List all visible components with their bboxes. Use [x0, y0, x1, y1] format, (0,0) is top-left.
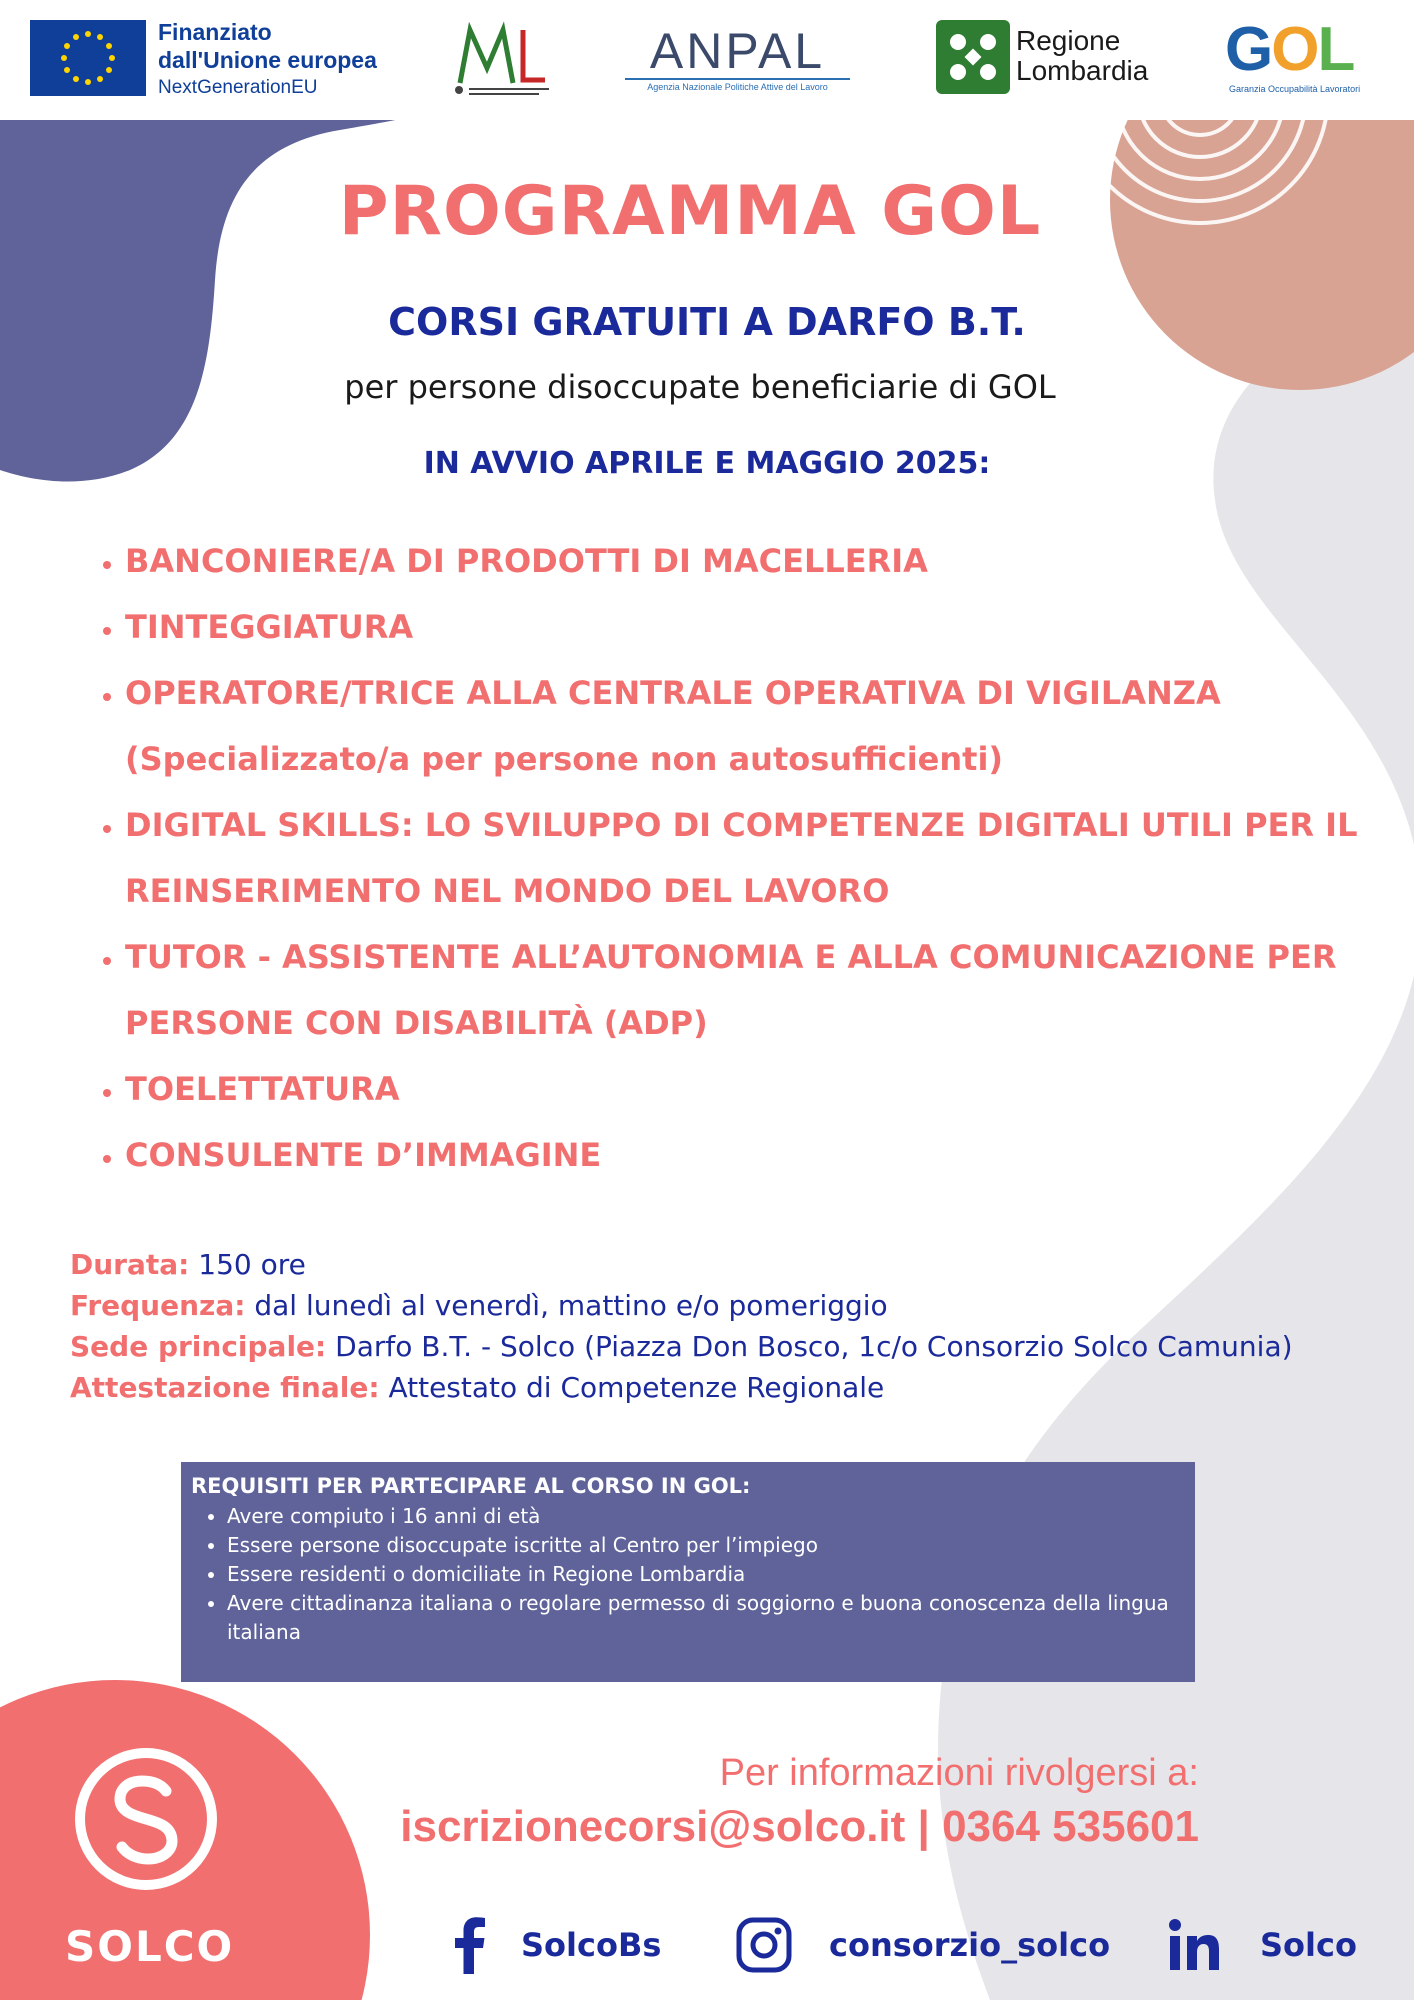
requirements-title: REQUISITI PER PARTECIPARE AL CORSO IN GOL:: [191, 1474, 751, 1498]
requirement-item: • Avere compiuto i 16 anni di età: [227, 1502, 1185, 1531]
logo-bar: [0, 0, 1414, 120]
gol-letter-g: G: [1225, 15, 1272, 84]
gol-logo: [1225, 15, 1361, 100]
certificate-label: Attestazione finale:: [70, 1371, 380, 1404]
regione-line-1: Regione: [1016, 25, 1121, 56]
course-details: [70, 1244, 1370, 1408]
contact-details[interactable]: iscrizionecorsi@solco.it | 0364 535601: [400, 1802, 1199, 1851]
location-value: Darfo B.T. - Solco (Piazza Don Bosco, 1c/o Consorzio Solco Camunia): [326, 1330, 1293, 1363]
gol-wordmark: [1225, 14, 1353, 85]
requirement-item: • Avere cittadinanza italiana o regolare permesso di soggiorno e buona conoscenza della lingua italiana: [227, 1589, 1185, 1647]
eu-line-2: dall'Unione europea: [158, 47, 377, 73]
page-title: PROGRAMMA GOL: [338, 172, 1042, 251]
regione-lombardia-icon: [936, 20, 1010, 94]
course-list: [95, 528, 1365, 1188]
anpal-subtitle: Agenzia Nazionale Politiche Attive del Lavoro: [625, 78, 850, 92]
gol-letter-l: L: [1317, 15, 1354, 84]
certificate-row: [70, 1367, 1370, 1408]
location-label: Sede principale:: [70, 1330, 327, 1363]
frequency-label: Frequenza:: [70, 1289, 246, 1322]
certificate-value: Attestato di Competenze Regionale: [379, 1371, 885, 1404]
regione-lombardia-text: [1016, 26, 1148, 86]
course-item: • TINTEGGIATURA: [125, 594, 1365, 660]
requirement-item: • Essere residenti o domiciliate in Regione Lombardia: [227, 1560, 1185, 1589]
duration-value: 150 ore: [189, 1248, 306, 1281]
linkedin-icon[interactable]: [1165, 1916, 1223, 1974]
ministry-labour-logo: [445, 18, 555, 98]
solco-brand-name: SOLCO: [65, 1922, 235, 1971]
course-item: • TUTOR - ASSISTENTE ALL’AUTONOMIA E ALLA COMUNICAZIONE PER PERSONE CON DISABILITÀ (ADP): [125, 924, 1365, 1056]
course-item: • CONSULENTE D’IMMAGINE: [125, 1122, 1365, 1188]
regione-line-2: Lombardia: [1016, 55, 1149, 86]
contact-intro: Per informazioni rivolgersi a:: [719, 1752, 1199, 1794]
course-item: • DIGITAL SKILLS: LO SVILUPPO DI COMPETENZE DIGITALI UTILI PER IL REINSERIMENTO NEL MONDO DEL LAVORO: [125, 792, 1365, 924]
gol-letter-o: O: [1271, 15, 1318, 84]
eu-line-1: Finanziato: [158, 19, 272, 45]
duration-row: [70, 1244, 1370, 1285]
tagline: per persone disoccupate beneficiarie di GOL: [344, 368, 1056, 406]
requirements-list: [191, 1502, 1185, 1647]
instagram-handle[interactable]: consorzio_solco: [829, 1926, 1111, 1964]
location-row: [70, 1326, 1370, 1367]
solco-logo-icon: [72, 1745, 220, 1893]
course-item: • BANCONIERE/A DI PRODOTTI DI MACELLERIA: [125, 528, 1365, 594]
facebook-icon[interactable]: [441, 1916, 499, 1974]
eu-line-3: NextGenerationEU: [158, 77, 318, 98]
anpal-name: ANPAL: [649, 23, 826, 79]
frequency-value: dal lunedì al venerdì, mattino e/o pomeriggio: [245, 1289, 888, 1322]
gol-subtitle: Garanzia Occupabilità Lavoratori: [1229, 84, 1361, 94]
page-subtitle: CORSI GRATUITI A DARFO B.T.: [388, 300, 1026, 344]
duration-label: Durata:: [70, 1248, 190, 1281]
requirement-item: • Essere persone disoccupate iscritte al Centro per l’impiego: [227, 1531, 1185, 1560]
eu-flag-icon: [30, 20, 146, 96]
eu-funding-text: [158, 18, 377, 102]
start-date-heading: IN AVVIO APRILE E MAGGIO 2025:: [423, 446, 991, 481]
frequency-row: [70, 1285, 1370, 1326]
facebook-handle[interactable]: SolcoBs: [521, 1926, 662, 1964]
instagram-icon[interactable]: [735, 1916, 793, 1974]
course-item: • TOELETTATURA: [125, 1056, 1365, 1122]
anpal-logo: [625, 22, 850, 94]
requirements-box: [181, 1462, 1195, 1682]
linkedin-handle[interactable]: Solco: [1260, 1926, 1357, 1964]
course-item: • OPERATORE/TRICE ALLA CENTRALE OPERATIVA DI VIGILANZA (Specializzato/a per persone non autosufficienti): [125, 660, 1365, 792]
